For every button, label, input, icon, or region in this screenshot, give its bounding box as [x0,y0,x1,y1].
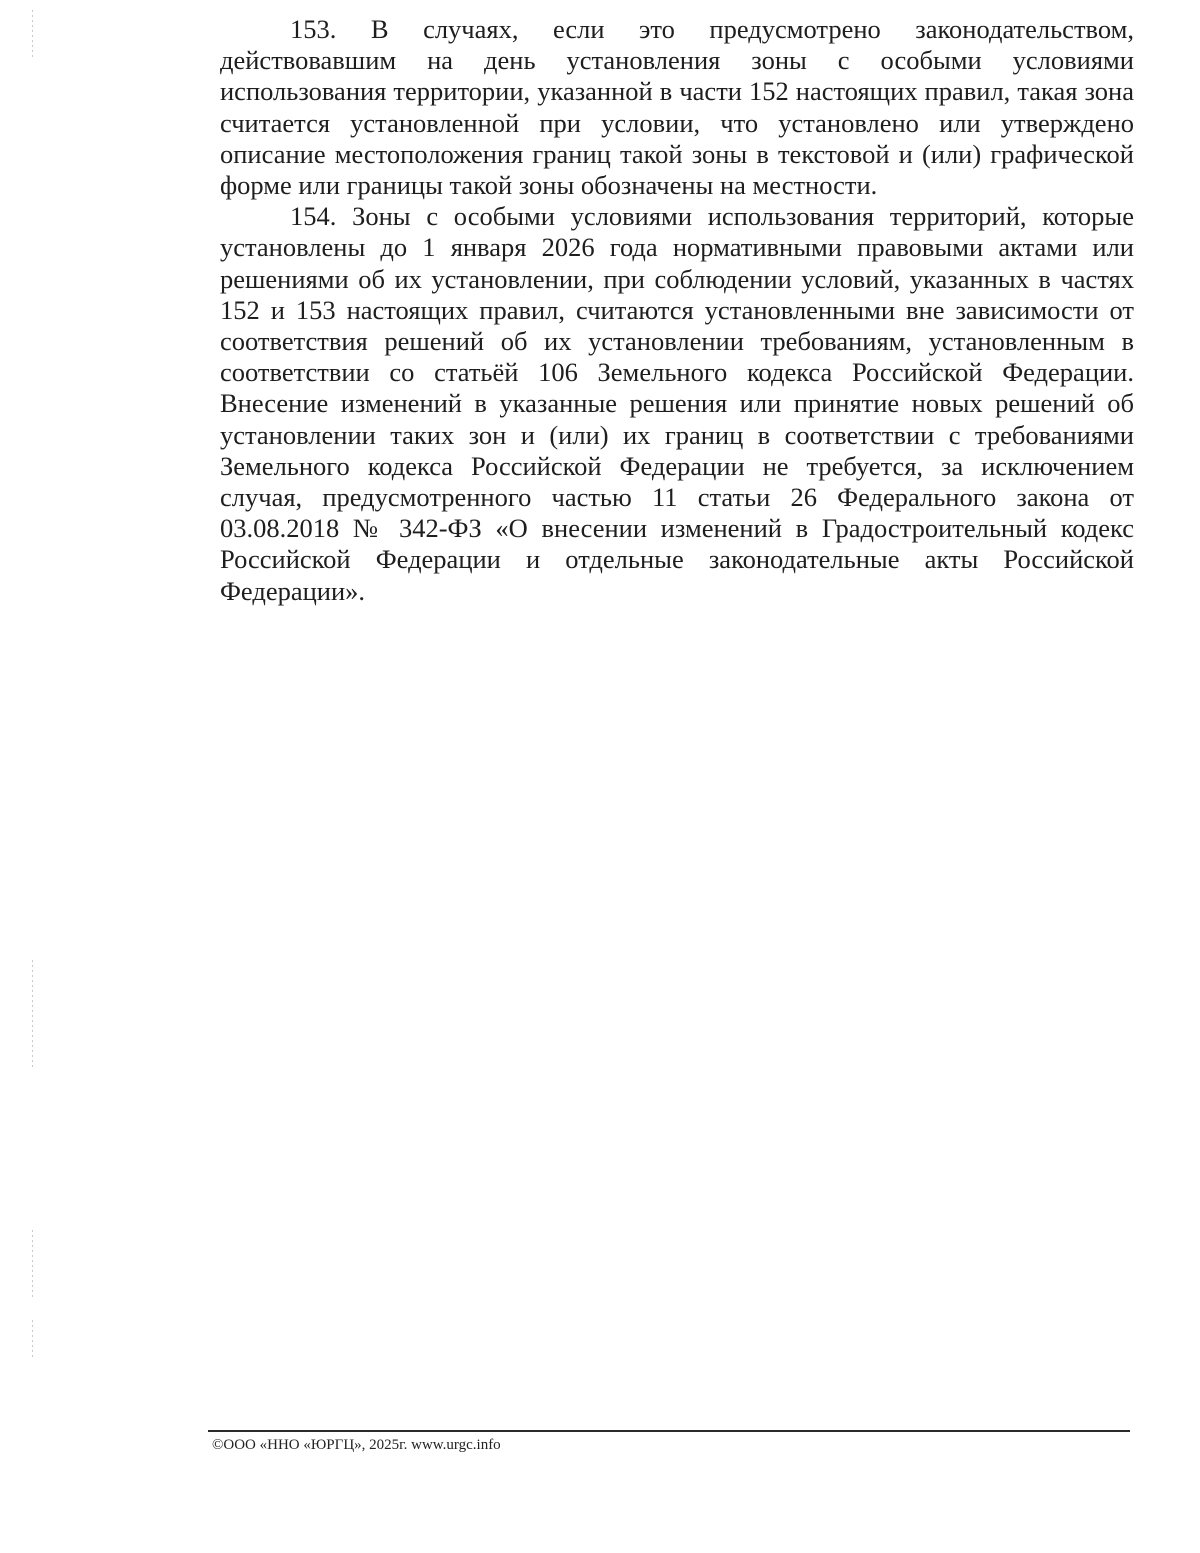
footer-copyright: ©ООО «ННО «ЮРГЦ», 2025г. www.urgc.info [212,1437,501,1453]
paragraph-153: 153. В случаях, если это предусмотрено законодательством, действовавшим на день установления зоны с особыми условиями использования территории, указанной в части 152 настоящих правил, такая зона считается установленной при условии, что установлено или утверждено описание местоположения границ такой зоны в текстовой и (или) графической форме или границы такой зоны обозначены на местности. [220,14,1134,201]
scan-edge-mark [32,960,33,1070]
scan-edge-mark [32,10,33,60]
paragraph-154: 154. Зоны с особыми условиями использования территорий, которые установлены до 1 января 2026 года нормативными правовыми актами или решениями об их установлении, при соблюдении условий, указанных в частях 152 и 153 настоящих правил, считаются установленными вне зависимости от соответствия решений об их установлении требованиям, установленным в соответствии со статьёй 106 Земельного кодекса Российской Федерации. Внесение изменений в указанные решения или принятие новых решений об установлении таких зон и (или) их границ в соответствии с требованиями Земельного кодекса Российской Федерации не требуется, за исключением случая, предусмотренного частью 11 статьи 26 Федерального закона от 03.08.2018 № 342-ФЗ «О внесении изменений в Градостроительный кодекс Российской Федерации и отдельные законодательные акты Российской Федерации». [220,201,1134,606]
scan-edge-mark [32,1320,33,1360]
scan-edge-mark [32,1230,33,1300]
document-body [220,14,1134,607]
footer-divider [208,1430,1130,1432]
